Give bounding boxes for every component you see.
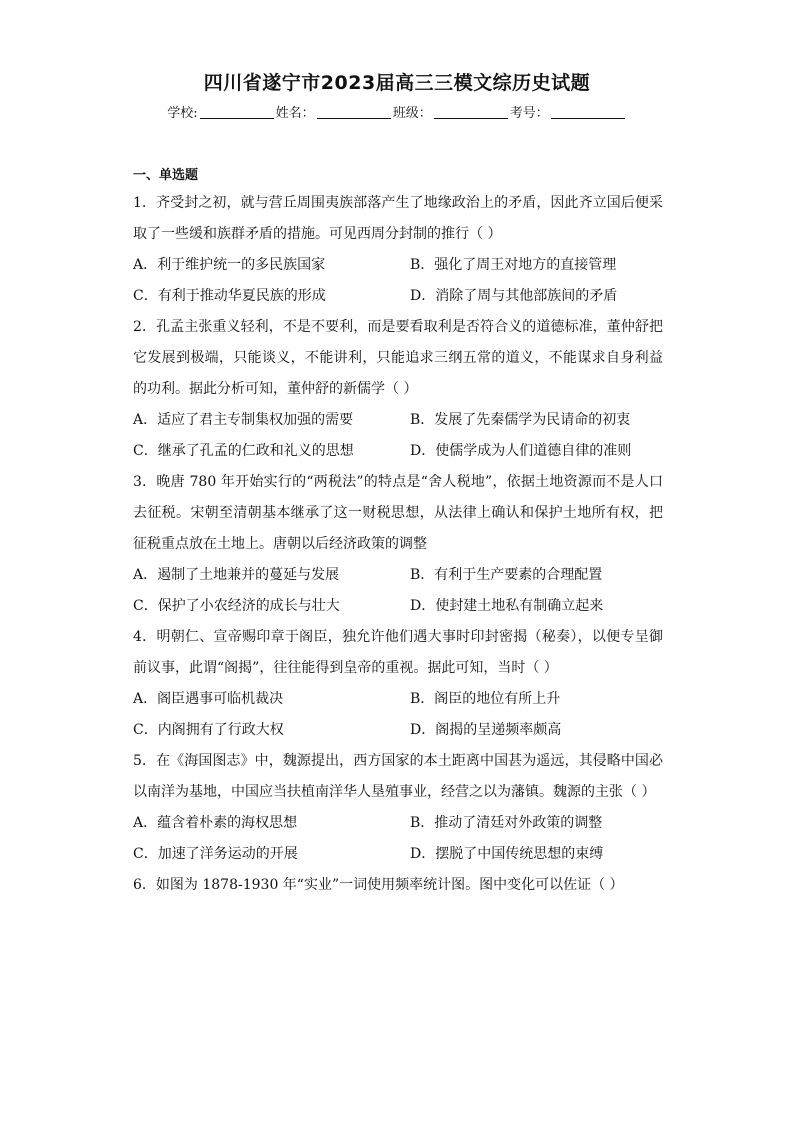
school-label: 学校: bbox=[167, 106, 198, 121]
exam-number-label: 考号： bbox=[509, 106, 549, 121]
exam-number-field bbox=[510, 102, 627, 121]
option-a[interactable]: A．利于维护统一的多民族国家 bbox=[133, 257, 326, 273]
question bbox=[133, 746, 663, 870]
option-d[interactable]: D．使封建土地私有制确立起来 bbox=[410, 598, 604, 614]
question-stem: 4．明朝仁、宣帝赐印章于阁臣，独允许他们遇大事时印封密揭（秘奏），以便专呈御前议事，此谓“阁揭”，往往能得到皇帝的重视。据此可知，当时（ ） bbox=[133, 629, 663, 676]
option-d[interactable]: D．使儒学成为人们道德自律的准则 bbox=[410, 443, 632, 459]
option-c[interactable]: C．内阁拥有了行政大权 bbox=[133, 722, 284, 738]
name-field bbox=[276, 102, 393, 121]
question bbox=[133, 188, 663, 312]
student-info-row bbox=[0, 102, 794, 121]
name-blank[interactable] bbox=[317, 104, 391, 119]
option-b[interactable]: B．推动了清廷对外政策的调整 bbox=[410, 815, 603, 831]
option-c[interactable]: C．加速了洋务运动的开展 bbox=[133, 846, 298, 862]
option-d[interactable]: D．阁揭的呈递频率颇高 bbox=[410, 722, 562, 738]
question-stem: 2．孔孟主张重义轻利，不是不要利，而是要看取利是否符合义的道德标准，董仲舒把它发展到极端，只能谈义，不能讲利，只能追求三纲五常的道义，不能谋求自身利益的功利。据此分析可知，董仲舒的新儒学（ ） bbox=[133, 319, 663, 397]
class-blank[interactable] bbox=[434, 104, 508, 119]
question-stem: 6．如图为 1878-1930 年“实业”一词使用频率统计图。图中变化可以佐证（ ） bbox=[133, 877, 624, 893]
options bbox=[133, 560, 663, 622]
option-c[interactable]: C．有利于推动华夏民族的形成 bbox=[133, 288, 326, 304]
option-d[interactable]: D．摆脱了中国传统思想的束缚 bbox=[410, 846, 604, 862]
question-stem: 3．晚唐 780 年开始实行的“两税法”的特点是“舍人税地”，依据土地资源而不是人口去征税。宋朝至清朝基本继承了这一财税思想，从法律上确认和保护土地所有权，把征税重点放在土地上。唐朝以后经济政策的调整 bbox=[133, 474, 663, 552]
option-a[interactable]: A．遏制了土地兼并的蔓延与发展 bbox=[133, 567, 340, 583]
options bbox=[133, 250, 663, 312]
option-b[interactable]: B．强化了周王对地方的直接管理 bbox=[410, 257, 617, 273]
name-label: 姓名： bbox=[275, 106, 315, 121]
question bbox=[133, 312, 663, 467]
option-b[interactable]: B．发展了先秦儒学为民请命的初衷 bbox=[410, 412, 631, 428]
question-stem: 5．在《海国图志》中，魏源提出，西方国家的本土距离中国甚为遥远，其侵略中国必以南洋为基地，中国应当扶植南洋华人垦殖事业，经营之以为藩镇。魏源的主张（ ） bbox=[133, 753, 663, 800]
option-a[interactable]: A．阁臣遇事可临机裁决 bbox=[133, 691, 284, 707]
exam-number-blank[interactable] bbox=[551, 104, 625, 119]
option-b[interactable]: B．阁臣的地位有所上升 bbox=[410, 691, 561, 707]
question-list bbox=[133, 188, 663, 901]
page-title: 四川省遂宁市2023届高三三模文综历史试题 bbox=[203, 72, 591, 94]
option-a[interactable]: A．蕴含着朴素的海权思想 bbox=[133, 815, 298, 831]
school-blank[interactable] bbox=[200, 104, 274, 119]
option-b[interactable]: B．有利于生产要素的合理配置 bbox=[410, 567, 603, 583]
question bbox=[133, 870, 663, 901]
option-a[interactable]: A．适应了君主专制集权加强的需要 bbox=[133, 412, 354, 428]
question bbox=[133, 467, 663, 622]
class-label: 班级： bbox=[392, 106, 432, 121]
option-d[interactable]: D．消除了周与其他部族间的矛盾 bbox=[410, 288, 618, 304]
school-field bbox=[167, 102, 275, 121]
option-c[interactable]: C．继承了孔孟的仁政和礼义的思想 bbox=[133, 443, 354, 459]
options bbox=[133, 808, 663, 870]
section-heading: 一、单选题 bbox=[133, 168, 199, 183]
question bbox=[133, 622, 663, 746]
class-field bbox=[393, 102, 510, 121]
option-c[interactable]: C．保护了小农经济的成长与壮大 bbox=[133, 598, 340, 614]
question-stem: 1．齐受封之初，就与营丘周围夷族部落产生了地缘政治上的矛盾，因此齐立国后便采取了一些缓和族群矛盾的措施。可见西周分封制的推行（ ） bbox=[133, 195, 663, 242]
options bbox=[133, 684, 663, 746]
options bbox=[133, 405, 663, 467]
